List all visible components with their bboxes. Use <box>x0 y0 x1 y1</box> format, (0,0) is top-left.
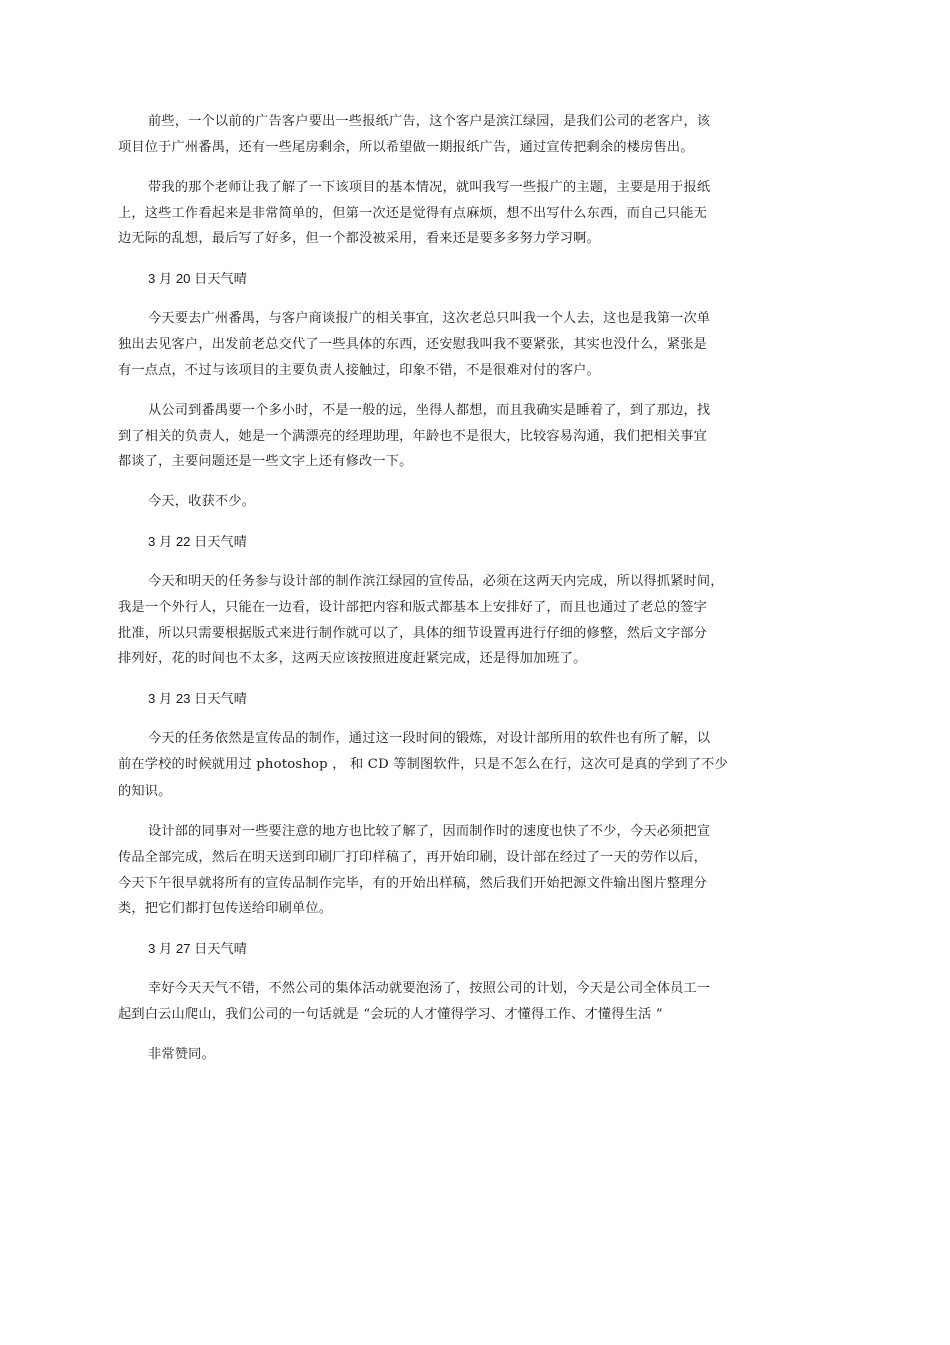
text-line: 批准，所以只需要根据版式来进行制作就可以了，具体的细节设置再进行仔细的修整，然后文字部分 <box>118 626 708 641</box>
text-line: 传品全部完成，然后在明天送到印刷厂打印样稿了，再开始印刷，设计部在经过了一天的劳作以后， <box>118 850 708 865</box>
text-line: 前在学校的时候就用过 photoshop ， 和 CD 等制图软件，只是不怎么在行，这次可是真的学到了不少 <box>118 757 728 772</box>
text-line: 起到白云山爬山，我们公司的一句话就是 “会玩的人才懂得学习、才懂得工作、才懂得生活 ” <box>118 1007 663 1022</box>
text-line: 项目位于广州番禺，还有一些尾房剩余，所以希望做一期报纸广告，通过宣传把剩余的楼房售出。 <box>118 140 694 155</box>
diary-date-heading: 3 月 27 日天气晴 <box>148 941 247 956</box>
text-line: 前些，一个以前的广告客户要出一些报纸广告，这个客户是滨江绿园，是我们公司的老客户，该 <box>148 114 711 129</box>
text-line: 设计部的同事对一些要注意的地方也比较了解了，因而制作时的速度也快了不少，今天必须把宣 <box>148 824 711 839</box>
diary-date-heading: 3 月 22 日天气晴 <box>148 534 247 549</box>
text-line: 今天要去广州番禺，与客户商谈报广的相关事宜，这次老总只叫我一个人去，这也是我第一次单 <box>148 311 711 326</box>
text-line: 边无际的乱想，最后写了好多，但一个都没被采用，看来还是要多多努力学习啊。 <box>118 231 600 246</box>
text-line: 都谈了，主要问题还是一些文字上还有修改一下。 <box>118 454 413 469</box>
text-line: 的知识。 <box>118 784 172 799</box>
text-line: 排列好，花的时间也不太多，这两天应该按照进度赶紧完成，还是得加加班了。 <box>118 651 587 666</box>
text-line: 今天的任务依然是宣传品的制作，通过这一段时间的锻炼，对设计部所用的软件也有所了解，以 <box>148 731 711 746</box>
text-line: 今天，收获不少。 <box>148 494 256 509</box>
diary-date-heading: 3 月 20 日天气晴 <box>148 271 247 286</box>
text-line: 到了相关的负责人，她是一个满漂亮的经理助理，年龄也不是很大，比较容易沟通，我们把相关事宜 <box>118 429 708 444</box>
text-line: 独出去见客户，出发前老总交代了一些具体的东西，还安慰我叫我不要紧张，其实也没什么，紧张是 <box>118 337 708 352</box>
text-line: 幸好今天天气不错，不然公司的集体活动就要泡汤了，按照公司的计划，今天是公司全体员工一 <box>148 981 711 996</box>
text-line: 上，这些工作看起来是非常简单的，但第一次还是觉得有点麻烦，想不出写什么东西，而自己只能无 <box>118 206 708 221</box>
text-line: 今天下午很早就将所有的宣传品制作完毕，有的开始出样稿，然后我们开始把源文件输出图片整理分 <box>118 876 708 891</box>
text-line: 带我的那个老师让我了解了一下该项目的基本情况，就叫我写一些报广的主题，主要是用于报纸 <box>148 180 711 195</box>
text-line: 类，把它们都打包传送给印刷单位。 <box>118 901 333 916</box>
text-line: 从公司到番禺要一个多小时，不是一般的远，坐得人都想，而且我确实是睡着了，到了那边，找 <box>148 403 711 418</box>
text-line: 我是一个外行人，只能在一边看，设计部把内容和版式都基本上安排好了，而且也通过了老总的签字 <box>118 600 708 615</box>
text-line: 有一点点，不过与该项目的主要负责人接触过，印象不错，不是很难对付的客户。 <box>118 363 600 378</box>
diary-date-heading: 3 月 23 日天气晴 <box>148 691 247 706</box>
text-line: 今天和明天的任务参与设计部的制作滨江绿园的宣传品，必须在这两天内完成，所以得抓紧时间， <box>148 574 724 589</box>
text-line: 非常赞同。 <box>148 1047 215 1062</box>
